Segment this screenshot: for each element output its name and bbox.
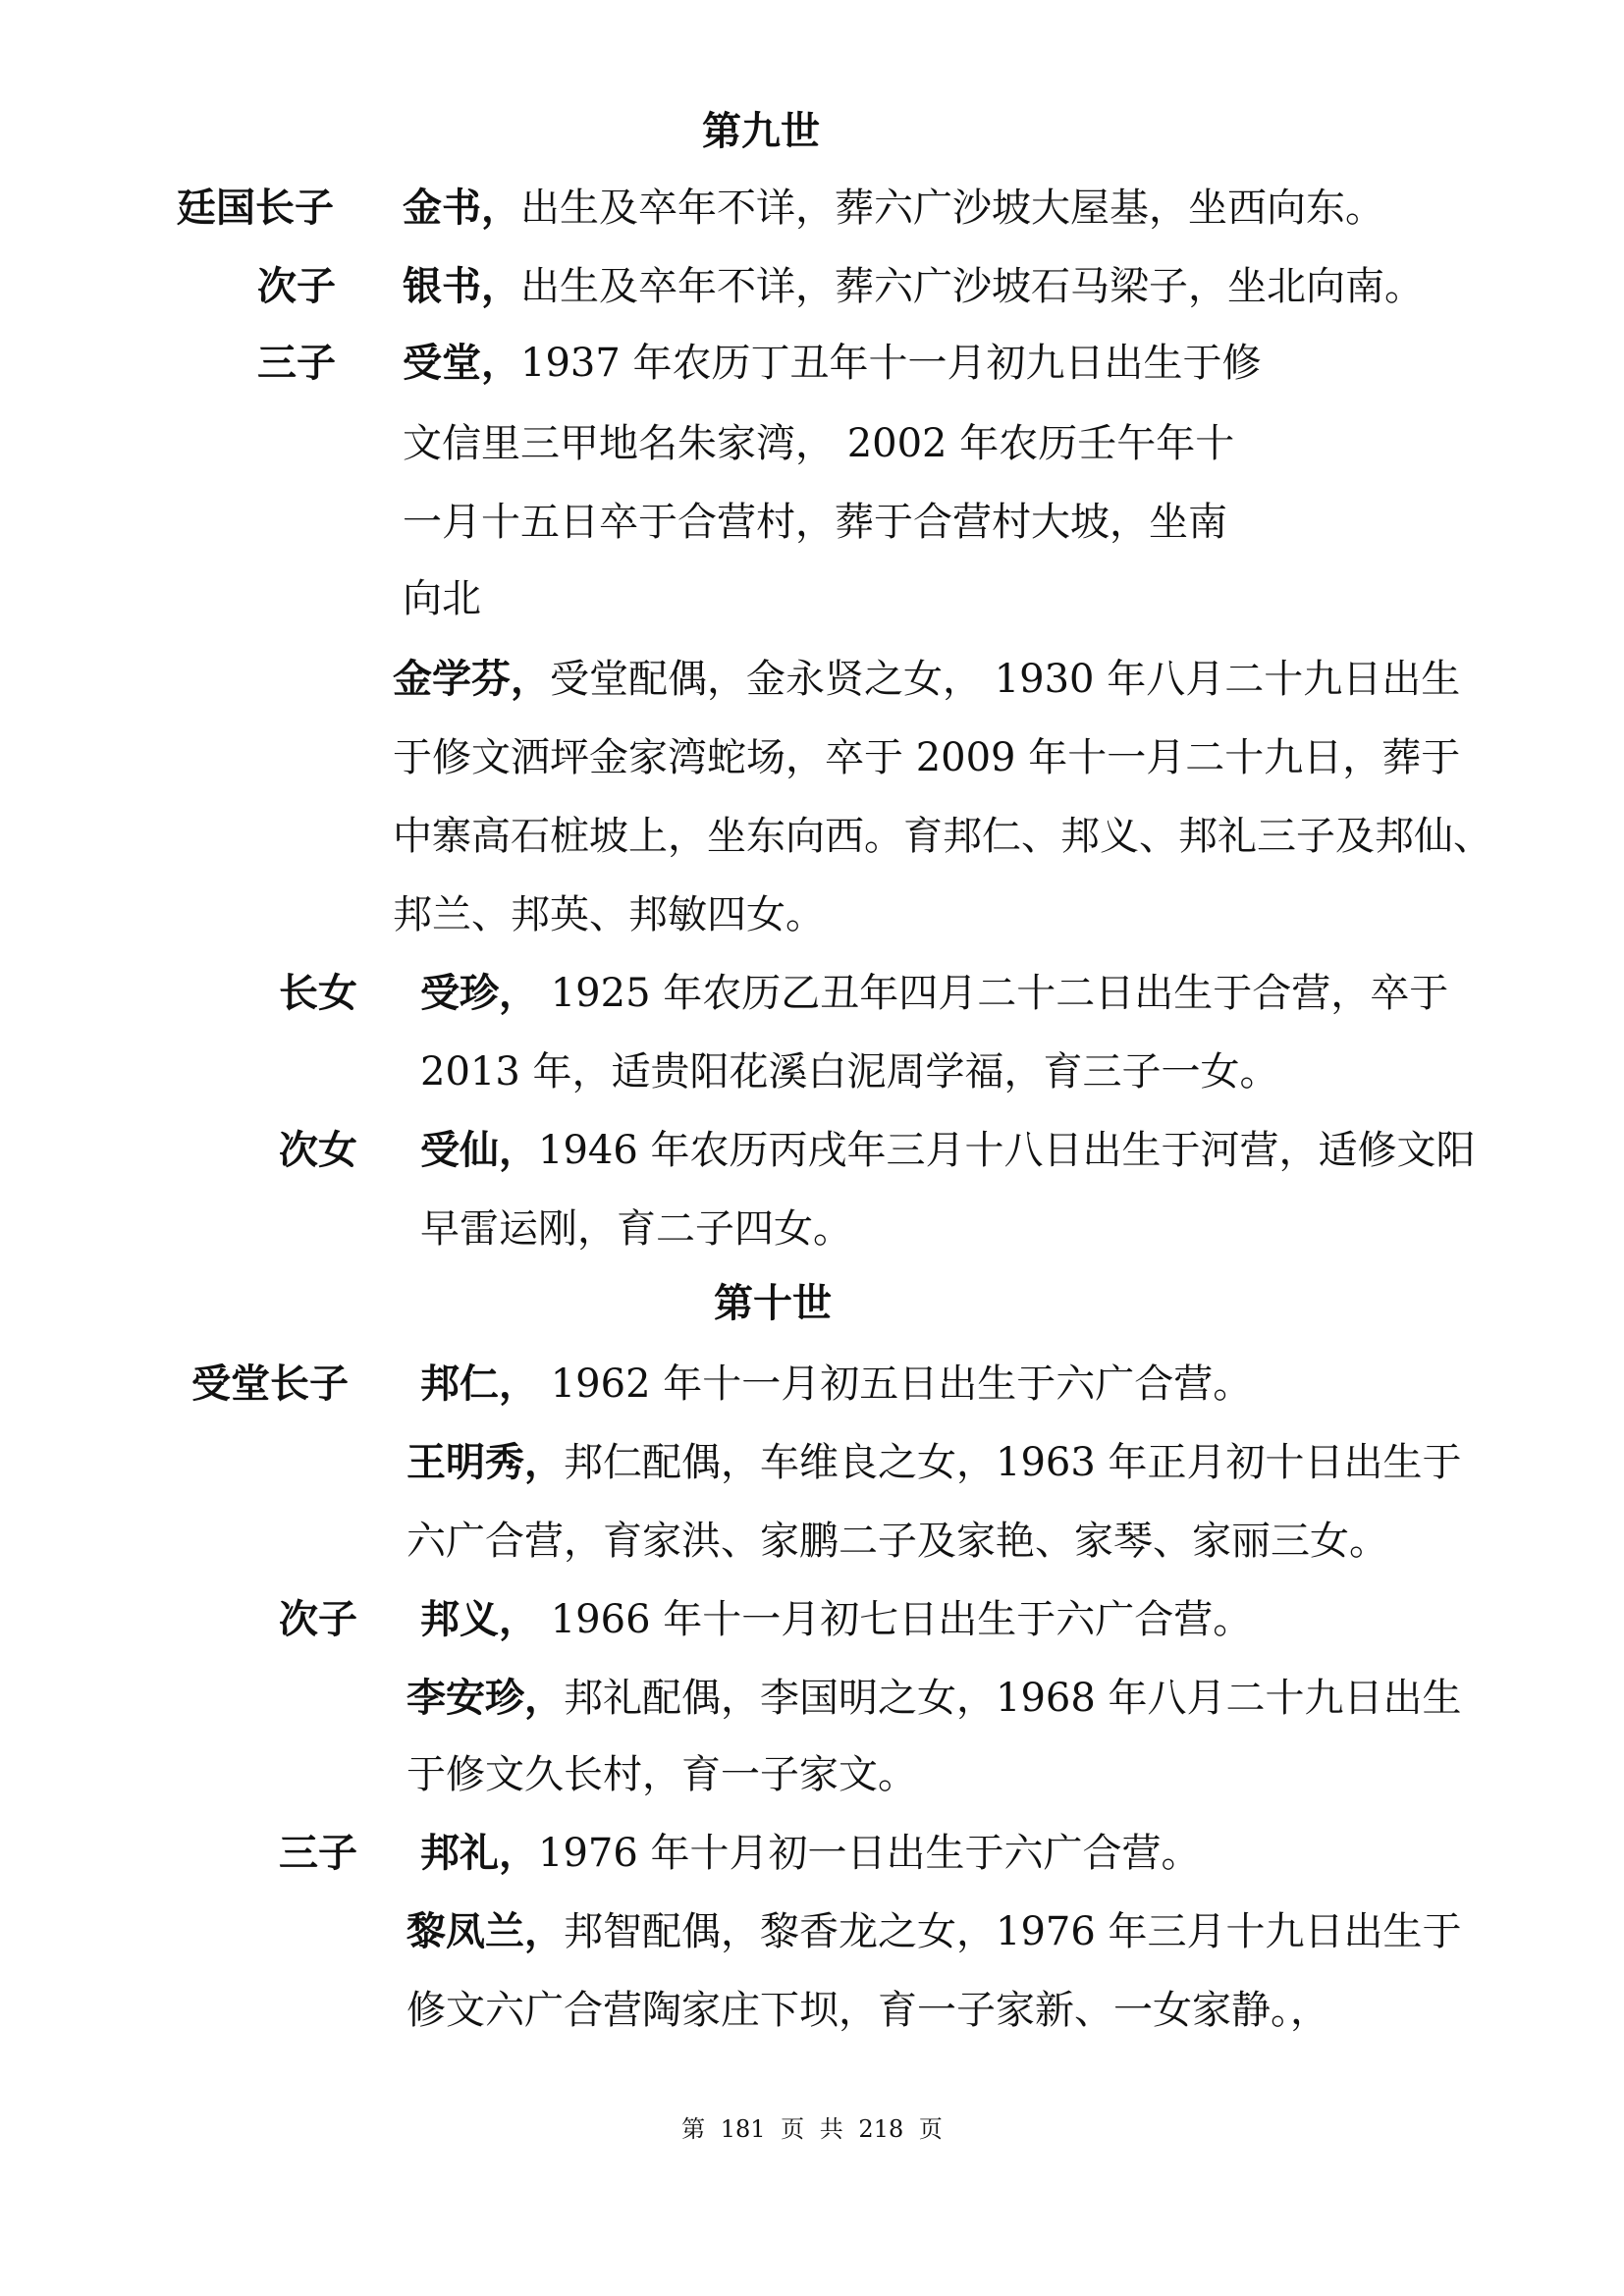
- spouse-line: 于修文洒坪金家湾蛇场，卒于 2009 年十一月二十九日，葬于: [393, 735, 1461, 780]
- spouse-line: 修文六广合营陶家庄下坝，育一子家新、一女家静。，: [406, 1988, 1329, 2033]
- spouse-line: 李安珍，邦礼配偶，李国明之女，1968 年八月二十九日出生: [406, 1675, 1462, 1721]
- entry-line: 金书，出生及卒年不详，葬六广沙坡大屋基，坐西向东。: [403, 185, 1384, 231]
- generation-9-heading: 第九世: [702, 108, 820, 154]
- person-name: 邦礼，: [420, 1830, 538, 1876]
- generation-10-heading: 第十世: [714, 1280, 832, 1326]
- entry-line: 2013 年，适贵阳花溪白泥周学福，育三子一女。: [420, 1049, 1279, 1095]
- page-number: 第 181 页 共 218 页: [681, 2115, 943, 2143]
- relation-label: 廷国长子: [177, 185, 334, 231]
- spouse-line: 邦兰、邦英、邦敏四女。: [393, 892, 825, 937]
- person-name: 受珍，: [420, 970, 538, 1016]
- relation-label: 三子: [279, 1830, 357, 1876]
- person-name: 受仙，: [420, 1127, 538, 1173]
- entry-line: 银书，出生及卒年不详，葬六广沙坡石马梁子，坐北向南。: [403, 263, 1424, 309]
- person-name: 银书，: [403, 263, 520, 309]
- spouse-line: 六广合营，育家洪、家鹏二子及家艳、家琴、家丽三女。: [406, 1519, 1388, 1564]
- entry-line: 一月十五日卒于合营村，葬于合营村大坡，坐南: [403, 500, 1227, 545]
- person-name: 受堂，: [403, 340, 520, 386]
- relation-label: 次子: [257, 263, 336, 309]
- relation-label: 三子: [257, 340, 336, 386]
- spouse-line: 王明秀，邦仁配偶，车维良之女，1963 年正月初十日出生于: [406, 1439, 1462, 1485]
- spouse-name: 黎凤兰，: [406, 1908, 564, 1954]
- spouse-line: 中寨高石桩坡上，坐东向西。育邦仁、邦义、邦礼三子及邦仙、: [393, 814, 1492, 859]
- entry-line: 受珍， 1925 年农历乙丑年四月二十二日出生于合营，卒于: [420, 970, 1449, 1016]
- spouse-line: 金学芬，受堂配偶，金永贤之女， 1930 年八月二十九日出生: [393, 656, 1461, 702]
- spouse-name: 王明秀，: [406, 1439, 564, 1485]
- relation-label: 次子: [279, 1596, 357, 1642]
- spouse-line: 黎凤兰，邦智配偶，黎香龙之女，1976 年三月十九日出生于: [406, 1908, 1462, 1954]
- spouse-name: 李安珍，: [406, 1675, 564, 1721]
- entry-line: 邦礼，1976 年十月初一日出生于六广合营。: [420, 1830, 1201, 1876]
- spouse-name: 金学芬，: [393, 656, 550, 702]
- entry-line: 向北: [403, 576, 481, 621]
- entry-line: 受堂，1937 年农历丁丑年十一月初九日出生于修: [403, 340, 1262, 386]
- person-name: 邦仁，: [420, 1361, 538, 1407]
- relation-label: 受堂长子: [191, 1361, 349, 1407]
- entry-line: 早雷运刚，育二子四女。: [420, 1206, 852, 1252]
- entry-line: 邦义， 1966 年十一月初七日出生于六广合营。: [420, 1596, 1253, 1642]
- entry-line: 邦仁， 1962 年十一月初五日出生于六广合营。: [420, 1361, 1253, 1407]
- spouse-line: 于修文久长村，育一子家文。: [406, 1752, 917, 1797]
- person-name: 邦义，: [420, 1596, 538, 1642]
- relation-label: 次女: [279, 1127, 357, 1173]
- relation-label: 长女: [279, 970, 357, 1016]
- entry-line: 受仙，1946 年农历丙戌年三月十八日出生于河营，适修文阳: [420, 1127, 1476, 1173]
- person-name: 金书，: [403, 185, 520, 231]
- entry-line: 文信里三甲地名朱家湾， 2002 年农历壬午年十: [403, 421, 1235, 466]
